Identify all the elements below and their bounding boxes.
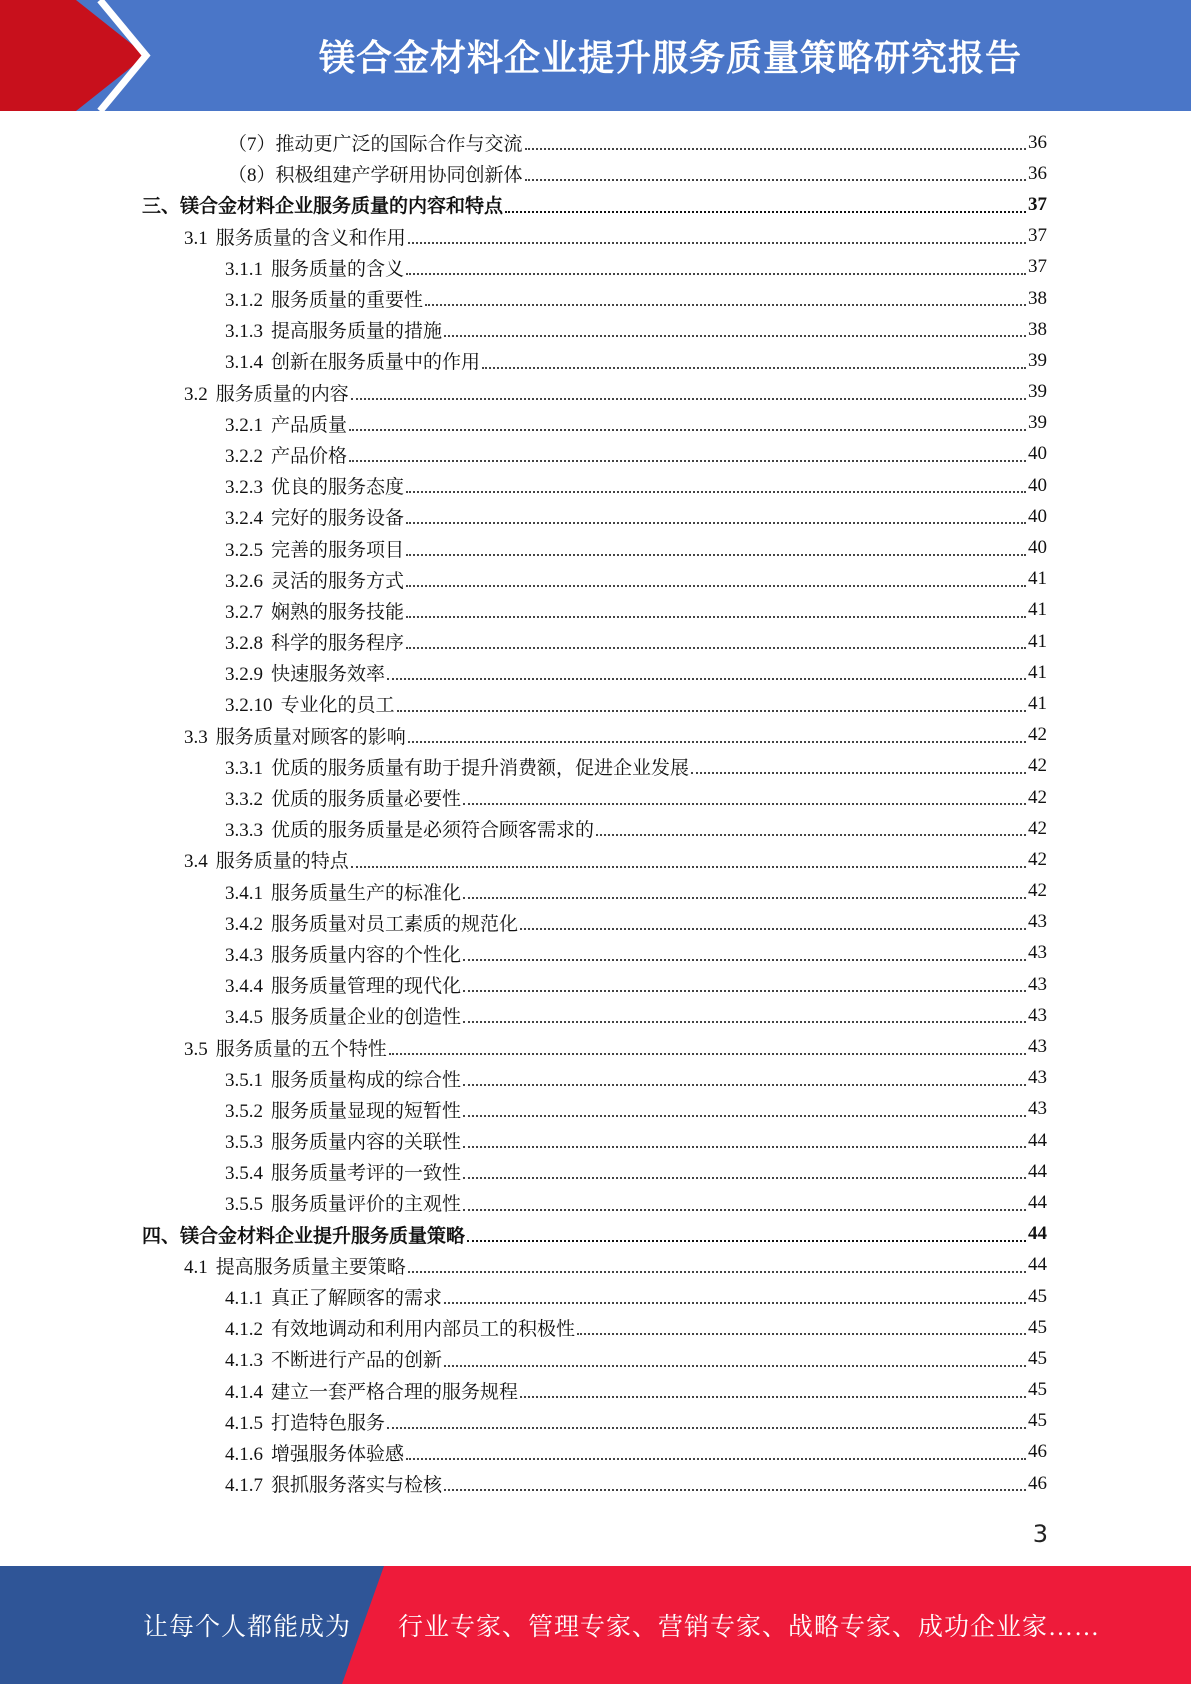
toc-entry-number: 3.4.3 (225, 944, 263, 966)
toc-entry-page: 43 (1028, 1098, 1047, 1120)
toc-leader-dots (351, 398, 1026, 400)
toc-entry-number: 3.3.2 (225, 789, 263, 811)
toc-entry-label: 服务质量显现的短暂性 (271, 1100, 462, 1122)
toc-entry-label: 完善的服务项目 (271, 539, 405, 561)
toc-entry-number: 3.4.4 (225, 976, 263, 998)
toc-entry-title (184, 1034, 387, 1061)
toc-entry-page: 46 (1028, 1472, 1047, 1494)
toc-entry-label: 完好的服务设备 (271, 508, 405, 530)
toc-entry-title (225, 1189, 461, 1216)
toc-entry-title (225, 909, 518, 936)
toc-entry[interactable] (0, 221, 1191, 252)
toc-entry[interactable] (0, 1219, 1191, 1250)
toc-entry-label: 优良的服务态度 (271, 477, 405, 499)
toc-entry-label: 狠抓服务落实与检核 (271, 1475, 443, 1497)
toc-entry-page: 44 (1028, 1129, 1047, 1151)
toc-entry-number: 3.2.2 (225, 445, 263, 467)
toc-entry-page: 40 (1028, 505, 1047, 527)
toc-entry-title (225, 1002, 461, 1029)
toc-entry[interactable] (0, 189, 1191, 220)
toc-entry-label: 服务质量构成的综合性 (271, 1069, 462, 1091)
page-footer (0, 1566, 1191, 1684)
toc-entry-number: 4.1.6 (225, 1443, 263, 1465)
toc-entry[interactable] (0, 657, 1191, 688)
toc-entry[interactable] (0, 408, 1191, 439)
toc-entry-title (225, 1127, 461, 1154)
toc-entry-number: 4.1.1 (225, 1288, 263, 1310)
toc-entry-title (225, 535, 404, 562)
toc-entry-label: 服务质量生产的标准化 (271, 882, 462, 904)
toc-entry-label: 有效地调动和利用内部员工的积极性 (271, 1319, 576, 1341)
toc-entry-page: 45 (1028, 1316, 1047, 1338)
page-number: 3 (1032, 1520, 1048, 1548)
toc-entry-label: 服务质量对员工素质的规范化 (271, 913, 519, 935)
toc-entry-number: 4.1 (184, 1256, 208, 1278)
toc-entry-number: 3.2.6 (225, 570, 263, 592)
toc-entry-page: 36 (1028, 162, 1047, 184)
toc-entry-title (225, 1470, 442, 1497)
toc-entry-number: 4.1.3 (225, 1350, 263, 1372)
toc-leader-dots (596, 834, 1026, 836)
toc-leader-dots (406, 1458, 1026, 1460)
toc-leader-dots (389, 1053, 1026, 1055)
toc-entry-title (184, 223, 406, 250)
toc-entry[interactable] (0, 1437, 1191, 1468)
toc-entry[interactable] (0, 1156, 1191, 1187)
toc-entry-title (184, 846, 349, 873)
toc-entry-page: 44 (1028, 1160, 1047, 1182)
toc-entry-page: 43 (1028, 942, 1047, 964)
toc-entry-number: 3.1.4 (225, 352, 263, 374)
toc-entry[interactable] (0, 252, 1191, 283)
toc-leader-dots (463, 803, 1026, 805)
toc-entry[interactable] (0, 1312, 1191, 1343)
toc-entry-label: 产品质量 (271, 414, 348, 436)
toc-entry[interactable] (0, 283, 1191, 314)
toc-entry-page: 39 (1028, 349, 1047, 371)
toc-entry-page: 39 (1028, 381, 1047, 403)
toc-leader-dots (349, 429, 1026, 431)
toc-entry-number: 3.1.2 (225, 290, 263, 312)
toc-entry-number: 3.1.1 (225, 258, 263, 280)
toc-entry-page: 41 (1028, 599, 1047, 621)
toc-entry-label: 服务质量考评的一致性 (271, 1163, 462, 1185)
toc-entry-page: 43 (1028, 1067, 1047, 1089)
toc-entry-label: 服务质量的重要性 (271, 290, 424, 312)
toc-entry-number: 3.2.9 (225, 664, 263, 686)
toc-entry-label: 科学的服务程序 (271, 633, 405, 655)
toc-entry-title (225, 690, 395, 717)
toc-entry-page: 42 (1028, 880, 1047, 902)
toc-entry-label: 提高服务质量的措施 (271, 321, 443, 343)
toc-entry[interactable] (0, 1000, 1191, 1031)
toc-entry[interactable] (0, 1343, 1191, 1374)
toc-leader-dots (463, 959, 1026, 961)
toc-entry-number: 3.5.4 (225, 1163, 263, 1185)
header-chevron-icon (0, 0, 160, 111)
toc-entry-label: 服务质量的内容 (215, 383, 349, 405)
toc-entry-title (225, 347, 480, 374)
table-of-contents (0, 127, 1191, 1499)
toc-leader-dots (406, 273, 1026, 275)
toc-entry[interactable] (0, 969, 1191, 1000)
toc-entry-page: 37 (1028, 225, 1047, 247)
toc-entry[interactable] (0, 532, 1191, 563)
toc-entry-page: 44 (1028, 1223, 1047, 1245)
toc-entry-number: 3.5.5 (225, 1194, 263, 1216)
toc-leader-dots (520, 928, 1026, 930)
toc-leader-dots (351, 866, 1026, 868)
toc-leader-dots (408, 1271, 1026, 1273)
toc-entry-page: 44 (1028, 1191, 1047, 1213)
toc-entry[interactable] (0, 127, 1191, 158)
toc-entry-label: 打造特色服务 (271, 1412, 386, 1434)
toc-entry[interactable] (0, 1375, 1191, 1406)
toc-entry-title (184, 722, 406, 749)
toc-leader-dots (463, 1084, 1026, 1086)
toc-entry-title (225, 1096, 461, 1123)
toc-entry-title (184, 1252, 406, 1279)
toc-entry-label: 真正了解顾客的需求 (271, 1288, 443, 1310)
toc-entry-title (225, 940, 461, 967)
toc-entry-label: 专业化的员工 (280, 695, 395, 717)
toc-entry-number: 3.2.4 (225, 508, 263, 530)
toc-leader-dots (577, 1333, 1026, 1335)
toc-leader-dots (406, 522, 1026, 524)
toc-entry-label: 增强服务体验感 (271, 1443, 405, 1465)
toc-entry-number: 3.4 (184, 851, 208, 873)
toc-leader-dots (425, 304, 1026, 306)
toc-entry-label: 服务质量的含义 (271, 258, 405, 280)
toc-entry-title (225, 784, 461, 811)
toc-entry-title (225, 1345, 442, 1372)
toc-leader-dots (406, 647, 1026, 649)
toc-leader-dots (444, 335, 1026, 337)
toc-leader-dots (520, 1396, 1026, 1398)
toc-leader-dots (349, 460, 1026, 462)
toc-entry-number: 4.1.4 (225, 1381, 263, 1403)
toc-entry-title (225, 254, 404, 281)
toc-entry-number: 3.2.8 (225, 633, 263, 655)
toc-entry-number: 3.5.3 (225, 1132, 263, 1154)
toc-leader-dots (691, 772, 1026, 774)
toc-entry-title (225, 971, 461, 998)
toc-entry[interactable] (0, 377, 1191, 408)
toc-entry-page: 44 (1028, 1254, 1047, 1276)
toc-leader-dots (408, 242, 1026, 244)
page-header (0, 0, 1191, 111)
toc-entry-number: 3.4.5 (225, 1007, 263, 1029)
toc-entry-page: 37 (1028, 256, 1047, 278)
toc-entry-number: 4.1.5 (225, 1412, 263, 1434)
toc-entry[interactable] (0, 751, 1191, 782)
toc-entry-title (225, 815, 594, 842)
toc-entry-label: 优质的服务质量有助于提升消费额，促进企业发展 (271, 757, 690, 779)
toc-entry-page: 46 (1028, 1441, 1047, 1463)
toc-leader-dots (505, 211, 1026, 213)
toc-entry-page: 43 (1028, 1004, 1047, 1026)
toc-entry-label: 服务质量管理的现代化 (271, 976, 462, 998)
toc-entry-number: 3.2 (184, 383, 208, 405)
toc-entry[interactable] (0, 782, 1191, 813)
toc-entry-number: 3.4.2 (225, 913, 263, 935)
toc-entry-label: 服务质量的含义和作用 (215, 227, 406, 249)
toc-entry-label: 服务质量的特点 (215, 851, 349, 873)
toc-entry-number: 3.5 (184, 1038, 208, 1060)
toc-entry-page: 41 (1028, 568, 1047, 590)
toc-entry-page: 39 (1028, 412, 1047, 434)
toc-entry-label: 建立一套严格合理的服务规程 (271, 1381, 519, 1403)
toc-leader-dots (406, 491, 1026, 493)
document-title: 镁合金材料企业提升服务质量策略研究报告 (318, 38, 1022, 79)
toc-entry-title (225, 597, 404, 624)
toc-entry-page: 43 (1028, 1036, 1047, 1058)
toc-entry-title (225, 566, 404, 593)
toc-entry[interactable] (0, 158, 1191, 189)
toc-leader-dots (444, 1365, 1026, 1367)
toc-leader-dots (397, 710, 1026, 712)
toc-entry-label: 四、镁合金材料企业提升服务质量策略 (142, 1225, 466, 1247)
toc-entry-title (228, 129, 523, 156)
toc-entry[interactable] (0, 1063, 1191, 1094)
toc-entry[interactable] (0, 844, 1191, 875)
toc-entry-number: 3.1 (184, 227, 208, 249)
toc-entry-label: 不断进行产品的创新 (271, 1350, 443, 1372)
toc-entry-title (225, 1283, 442, 1310)
toc-entry[interactable] (0, 1468, 1191, 1499)
toc-entry-number: 3.2.3 (225, 477, 263, 499)
toc-entry[interactable] (0, 1281, 1191, 1312)
toc-leader-dots (463, 1177, 1026, 1179)
toc-entry-page: 42 (1028, 786, 1047, 808)
toc-entry-page: 40 (1028, 443, 1047, 465)
toc-entry-number: 3.2.7 (225, 601, 263, 623)
toc-entry-number: 4.1.2 (225, 1319, 263, 1341)
toc-entry-label: 推动更广泛的国际合作与交流 (275, 134, 523, 156)
toc-entry-label: 服务质量内容的个性化 (271, 944, 462, 966)
toc-entry-label: 优质的服务质量必要性 (271, 789, 462, 811)
toc-entry[interactable] (0, 907, 1191, 938)
toc-entry-label: 三、镁合金材料企业服务质量的内容和特点 (142, 196, 504, 218)
toc-entry-page: 40 (1028, 474, 1047, 496)
toc-entry-number: 3.3.1 (225, 757, 263, 779)
toc-entry[interactable] (0, 626, 1191, 657)
toc-entry-number: 4.1.7 (225, 1475, 263, 1497)
toc-entry[interactable] (0, 813, 1191, 844)
toc-entry-label: 服务质量对顾客的影响 (215, 726, 406, 748)
toc-entry-page: 40 (1028, 537, 1047, 559)
toc-entry-page: 41 (1028, 692, 1047, 714)
toc-entry[interactable] (0, 439, 1191, 470)
toc-entry-number: 3.2.5 (225, 539, 263, 561)
toc-entry[interactable] (0, 688, 1191, 719)
toc-leader-dots (463, 897, 1026, 899)
toc-leader-dots (525, 179, 1026, 181)
toc-entry-title (225, 628, 404, 655)
toc-entry-page: 38 (1028, 318, 1047, 340)
toc-leader-dots (406, 585, 1026, 587)
toc-entry-number: 3.2.10 (225, 695, 273, 717)
toc-entry-title (225, 1408, 385, 1435)
toc-entry-title (225, 1314, 575, 1341)
toc-entry-title (142, 1221, 465, 1248)
toc-entry[interactable] (0, 1094, 1191, 1125)
footer-slogan-right: 行业专家、管理专家、营销专家、战略专家、成功企业家…… (398, 1614, 1101, 1641)
toc-entry-page: 36 (1028, 131, 1047, 153)
toc-entry-page: 45 (1028, 1379, 1047, 1401)
toc-entry-label: 快速服务效率 (271, 664, 386, 686)
toc-entry-title (228, 160, 523, 187)
toc-entry-title (225, 285, 423, 312)
toc-entry-page: 45 (1028, 1285, 1047, 1307)
toc-leader-dots (444, 1489, 1026, 1491)
toc-leader-dots (387, 678, 1026, 680)
toc-entry-number: （7） (228, 134, 276, 156)
toc-entry-page: 42 (1028, 817, 1047, 839)
toc-leader-dots (406, 554, 1026, 556)
toc-entry-page: 37 (1028, 193, 1047, 215)
toc-leader-dots (463, 1021, 1026, 1023)
toc-entry-number: 3.2.1 (225, 414, 263, 436)
toc-entry-page: 41 (1028, 661, 1047, 683)
toc-entry[interactable] (0, 470, 1191, 501)
toc-leader-dots (463, 990, 1026, 992)
toc-entry-page: 41 (1028, 630, 1047, 652)
toc-entry-page: 43 (1028, 911, 1047, 933)
toc-entry-title (225, 472, 404, 499)
toc-entry-label: 服务质量企业的创造性 (271, 1007, 462, 1029)
toc-entry-label: 娴熟的服务技能 (271, 601, 405, 623)
toc-entry[interactable] (0, 501, 1191, 532)
toc-entry-number: 3.5.1 (225, 1069, 263, 1091)
toc-entry-number: 3.1.3 (225, 321, 263, 343)
toc-entry-title (225, 753, 689, 780)
toc-entry-label: 灵活的服务方式 (271, 570, 405, 592)
toc-leader-dots (444, 1302, 1026, 1304)
toc-entry[interactable] (0, 1250, 1191, 1281)
toc-entry-title (225, 1377, 518, 1404)
toc-leader-dots (482, 367, 1026, 369)
toc-entry-title (225, 1065, 461, 1092)
toc-entry-title (225, 878, 461, 905)
toc-entry-title (225, 659, 385, 686)
toc-entry-title (225, 316, 442, 343)
toc-entry-number: 3.5.2 (225, 1100, 263, 1122)
toc-entry-label: 创新在服务质量中的作用 (271, 352, 481, 374)
toc-entry-label: 提高服务质量主要策略 (215, 1256, 406, 1278)
toc-entry-page: 42 (1028, 848, 1047, 870)
toc-entry-label: 优质的服务质量是必须符合顾客需求的 (271, 820, 595, 842)
toc-entry-label: 服务质量内容的关联性 (271, 1132, 462, 1154)
toc-entry-page: 42 (1028, 755, 1047, 777)
toc-entry[interactable] (0, 876, 1191, 907)
toc-leader-dots (406, 616, 1026, 618)
toc-entry-title (225, 441, 347, 468)
toc-leader-dots (463, 1209, 1026, 1211)
toc-entry-title (142, 191, 503, 218)
toc-entry-title (184, 379, 349, 406)
toc-entry-number: （8） (228, 165, 276, 187)
toc-entry[interactable] (0, 720, 1191, 751)
toc-entry-label: 服务质量的五个特性 (215, 1038, 387, 1060)
toc-entry-title (225, 503, 404, 530)
toc-entry-title (225, 1158, 461, 1185)
toc-entry[interactable] (0, 938, 1191, 969)
toc-leader-dots (463, 1115, 1026, 1117)
toc-entry-number: 3.3.3 (225, 820, 263, 842)
toc-entry-number: 3.3 (184, 726, 208, 748)
toc-entry[interactable] (0, 1125, 1191, 1156)
toc-entry-label: 产品价格 (271, 445, 348, 467)
toc-leader-dots (463, 1146, 1026, 1148)
toc-entry-label: 积极组建产学研用协同创新体 (275, 165, 523, 187)
toc-entry[interactable] (0, 564, 1191, 595)
toc-entry-page: 45 (1028, 1347, 1047, 1369)
toc-entry[interactable] (0, 314, 1191, 345)
toc-leader-dots (467, 1240, 1026, 1242)
toc-leader-dots (408, 741, 1026, 743)
toc-entry-page: 45 (1028, 1410, 1047, 1432)
toc-leader-dots (525, 148, 1026, 150)
toc-entry-number: 3.4.1 (225, 882, 263, 904)
toc-entry[interactable] (0, 1031, 1191, 1062)
toc-entry[interactable] (0, 1187, 1191, 1218)
toc-entry-title (225, 1439, 404, 1466)
toc-entry-title (225, 410, 347, 437)
toc-entry[interactable] (0, 595, 1191, 626)
toc-entry-page: 38 (1028, 287, 1047, 309)
toc-leader-dots (387, 1427, 1026, 1429)
toc-entry[interactable] (0, 345, 1191, 376)
toc-entry-page: 42 (1028, 724, 1047, 746)
toc-entry[interactable] (0, 1406, 1191, 1437)
toc-entry-label: 服务质量评价的主观性 (271, 1194, 462, 1216)
toc-entry-page: 43 (1028, 973, 1047, 995)
footer-slogan-left: 让每个人都能成为 (143, 1614, 352, 1641)
